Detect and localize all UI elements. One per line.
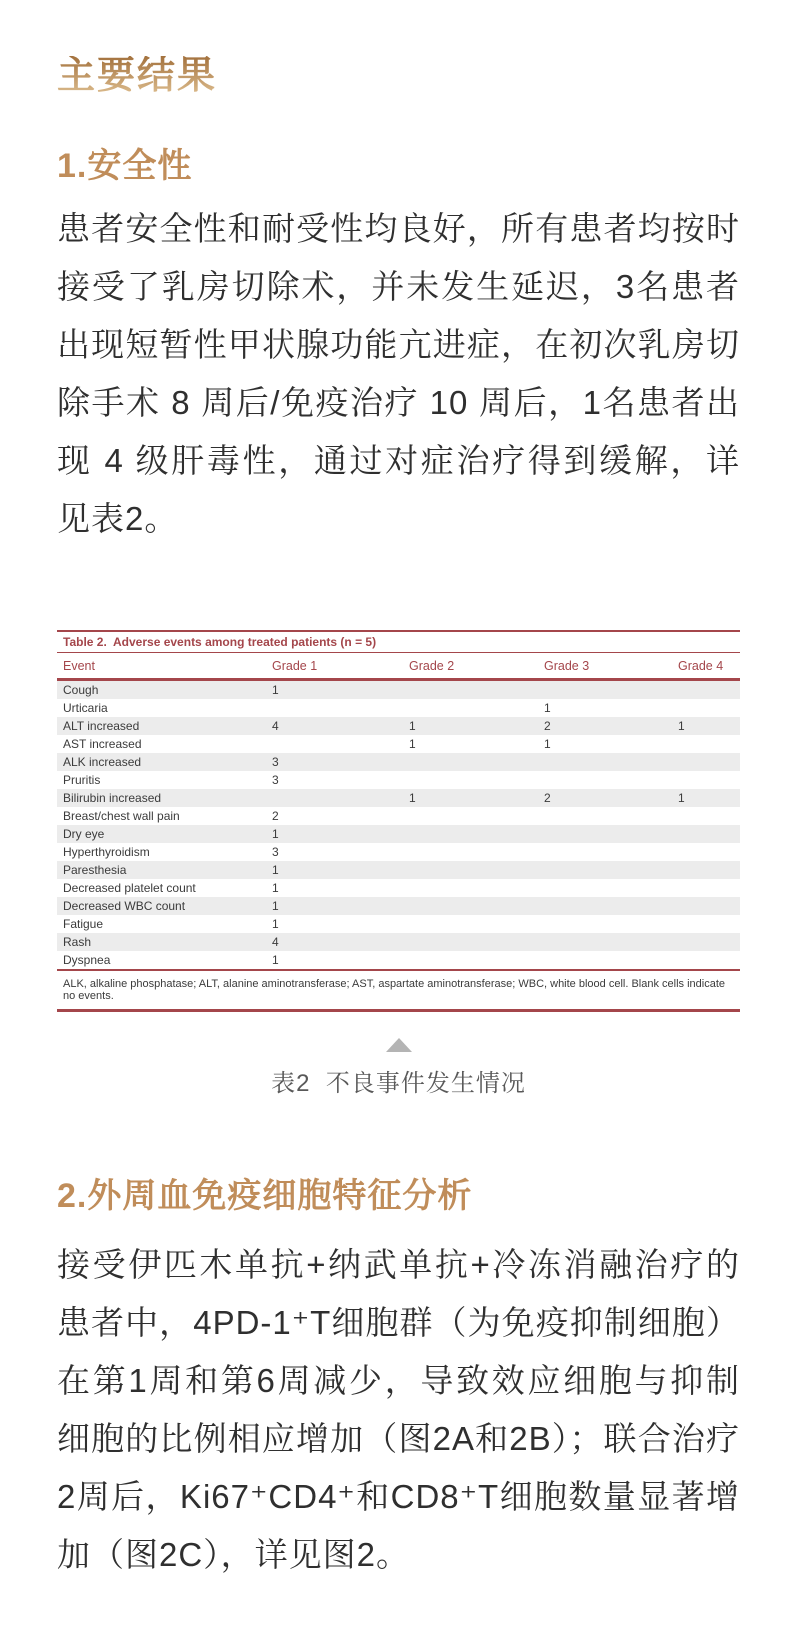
table-footnote: ALK, alkaline phosphatase; ALT, alanine aminotransferase; AST, aspartate aminotransferase; WBC, white blood cell. Blank cells indicate no events. — [57, 969, 740, 1009]
grade-4-cell: 1 — [678, 791, 685, 805]
grade-3-cell: 1 — [544, 701, 551, 715]
grade-3-cell: 2 — [544, 719, 551, 733]
table-row — [57, 951, 740, 969]
column-header-grade-1: Grade 1 — [272, 659, 318, 673]
event-cell: Dyspnea — [63, 953, 111, 967]
section-2-paragraph: 接受伊匹木单抗+纳武单抗+冷冻消融治疗的患者中，4PD-1⁺T细胞群（为免疫抑制细胞）在第1周和第6周减少，导致效应细胞与抑制细胞的比例相应增加（图2A和2B）；联合治疗2周后，Ki67⁺CD4⁺和CD8⁺T细胞数量显著增加（图2C），详见图2。 — [57, 1246, 740, 1573]
grade-1-cell: 1 — [272, 881, 279, 895]
grade-1-cell: 1 — [272, 899, 279, 913]
table-row — [57, 879, 740, 897]
grade-1-cell: 1 — [272, 683, 279, 697]
grade-1-cell: 2 — [272, 809, 279, 823]
table-row — [57, 897, 740, 915]
grade-1-cell: 4 — [272, 719, 279, 733]
column-header-event: Event — [63, 659, 95, 673]
column-header-grade-4: Grade 4 — [678, 659, 724, 673]
table-header-row — [57, 653, 740, 681]
table-row — [57, 681, 740, 699]
event-cell: Decreased WBC count — [63, 899, 186, 913]
event-cell: Cough — [63, 683, 99, 697]
column-header-grade-2: Grade 2 — [409, 659, 455, 673]
section-2-heading: 2.外周血免疫细胞特征分析 — [57, 1177, 473, 1215]
event-cell: Pruritis — [63, 773, 101, 787]
grade-1-cell: 1 — [272, 917, 279, 931]
event-cell: Fatigue — [63, 917, 104, 931]
adverse-events-table — [57, 630, 740, 1012]
event-cell: Hyperthyroidism — [63, 845, 150, 859]
table-row — [57, 789, 740, 807]
event-cell: Dry eye — [63, 827, 105, 841]
grade-1-cell: 1 — [272, 863, 279, 877]
grade-1-cell: 3 — [272, 773, 279, 787]
grade-2-cell: 1 — [409, 719, 416, 733]
table-row — [57, 753, 740, 771]
table-row — [57, 735, 740, 753]
table-row — [57, 771, 740, 789]
grade-1-cell: 4 — [272, 935, 279, 949]
grade-3-cell: 2 — [544, 791, 551, 805]
event-cell: Bilirubin increased — [63, 791, 162, 805]
section-1-paragraph: 患者安全性和耐受性均良好，所有患者均按时接受了乳房切除术，并未发生延迟，3名患者出现短暂性甲状腺功能亢进症，在初次乳房切除手术 8 周后/免疫治疗 10 周后，1名患者出现 4 级肝毒性，通过对症治疗得到缓解，详见表2。 — [57, 210, 740, 537]
table-body — [57, 681, 740, 969]
triangle-up-icon — [386, 1038, 412, 1052]
event-cell: ALK increased — [63, 755, 142, 769]
event-cell: ALT increased — [63, 719, 140, 733]
table-row — [57, 861, 740, 879]
page-title: 主要结果 — [57, 55, 218, 97]
event-cell: Decreased platelet count — [63, 881, 196, 895]
column-header-grade-3: Grade 3 — [544, 659, 590, 673]
table-row — [57, 807, 740, 825]
grade-2-cell: 1 — [409, 737, 416, 751]
table-row — [57, 843, 740, 861]
grade-4-cell: 1 — [678, 719, 685, 733]
section-1-heading: 1.安全性 — [57, 147, 193, 185]
event-cell: Urticaria — [63, 701, 108, 715]
table-row — [57, 915, 740, 933]
grade-2-cell: 1 — [409, 791, 416, 805]
grade-1-cell: 1 — [272, 953, 279, 967]
grade-1-cell: 3 — [272, 845, 279, 859]
table-row — [57, 717, 740, 735]
table-row — [57, 825, 740, 843]
table-title: Table 2. Adverse events among treated patients (n = 5) — [57, 632, 740, 653]
grade-3-cell: 1 — [544, 737, 551, 751]
event-cell: AST increased — [63, 737, 142, 751]
table-caption: 表2 不良事件发生情况 — [271, 1070, 526, 1097]
grade-1-cell: 3 — [272, 755, 279, 769]
event-cell: Breast/chest wall pain — [63, 809, 180, 823]
table-row — [57, 933, 740, 951]
event-cell: Paresthesia — [63, 863, 127, 877]
grade-1-cell: 1 — [272, 827, 279, 841]
table-row — [57, 699, 740, 717]
event-cell: Rash — [63, 935, 92, 949]
